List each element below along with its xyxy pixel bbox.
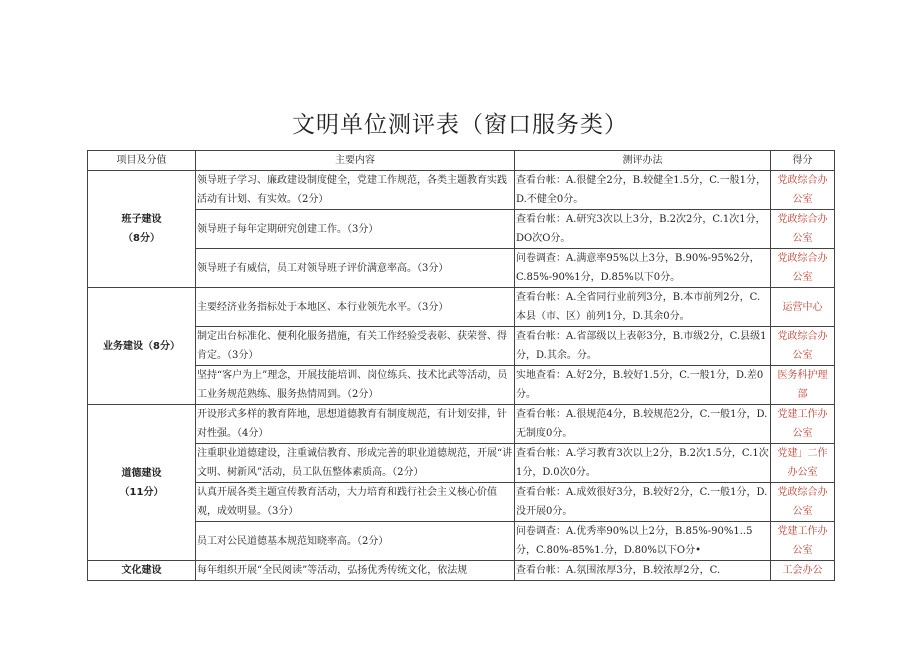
- page-title: 文明单位测评表（窗口服务类）: [292, 112, 628, 138]
- method-cell: 查看台帐：A.成效很好3分，B.较好2分，C.一般1分，D.没开展0分。: [515, 483, 771, 522]
- content-cell: 开设形式多样的教育阵地，思想道德教育有制度规范，有计划安排，针对性强。（4分）: [196, 405, 515, 444]
- score-text: 党政综合办公室: [777, 214, 828, 244]
- score-cell: [771, 561, 835, 581]
- score-cell: [771, 444, 835, 483]
- score-cell: [771, 288, 835, 327]
- score-text: 医务科护理部: [777, 370, 828, 400]
- score-text: 党建」二作办公室: [777, 448, 828, 478]
- score-cell: [771, 483, 835, 522]
- score-text: 党政综合办公室: [777, 487, 828, 517]
- method-cell: 问卷调查：A.优秀率90%以上2分，B.85%-90%1..5分，C.80%-85%1.分，D.80%以下O分•: [515, 522, 771, 561]
- table-row: [88, 366, 835, 405]
- score-text: 党建工作办公室: [777, 526, 828, 556]
- header-content: 主要内容: [196, 151, 515, 171]
- method-cell: 查看台帐：A.氛围浓厚3分，B.较浓厚2分，C.: [515, 561, 771, 581]
- score-cell: [771, 405, 835, 444]
- score-cell: [771, 366, 835, 405]
- method-cell: 查看台帐：A.学习教育3次以上2分，B.2次1.5分，C.1次1分，D.0次0分。: [515, 444, 771, 483]
- method-cell: 查看台帐：A.省部级以上表彰3分，B.市级2分，C.县级1分，D.其余。分。: [515, 327, 771, 366]
- method-cell: 查看台帐：A.研究3次以上3分，B.2次2分，C.1次1分，DO次O分。: [515, 210, 771, 249]
- content-cell: 领导班子每年定期研究创建工作。（3分）: [196, 210, 515, 249]
- content-cell: 员工对公民道德基本规范知晓率高。（2分）: [196, 522, 515, 561]
- group-name: 文化建设: [121, 565, 162, 576]
- score-text: 运营中心: [782, 301, 823, 313]
- score-text: 党政综合办公室: [777, 175, 828, 205]
- content-cell: 每年组织开展“全民阅读”等活动，弘扬优秀传统文化，依法规: [196, 561, 515, 581]
- table-row: [88, 483, 835, 522]
- table-row: [88, 210, 835, 249]
- content-cell: 认真开展各类主题宣传教育活动，大力培育和践行社会主义核心价值观，成效明显。（3分）: [196, 483, 515, 522]
- group-name: 业务建设（8分）: [103, 340, 180, 352]
- score-text: 工会办公: [782, 565, 823, 576]
- table-row: [88, 522, 835, 561]
- score-text: 党政综合办公室: [777, 331, 828, 361]
- content-cell: 坚持“客户为上”理念，开展技能培训、岗位练兵、技术比武等活动，员工业务规范熟练、服务热情周到。（2分）: [196, 366, 515, 405]
- group-cell-business: [88, 288, 196, 405]
- group-points: （11分）: [119, 486, 164, 498]
- table-row: [88, 327, 835, 366]
- content-cell: 制定出台标准化、便利化服务措施，有关工作经验受表彰、获荣誉、得肯定。（3分）: [196, 327, 515, 366]
- group-cell-culture: [88, 561, 196, 581]
- group-points: （8分）: [123, 233, 160, 244]
- table-row: [88, 288, 835, 327]
- table-row: [88, 561, 835, 581]
- header-method: 测评办法: [515, 151, 771, 171]
- score-text: 党建工作办公室: [777, 409, 828, 439]
- score-cell: [771, 171, 835, 210]
- table-row: [88, 171, 835, 210]
- content-cell: 注重职业道德建设，注重诚信教育、形成完善的职业道德规范，开展“讲文明、树新风”活动，员工队伍整体素质高。（2分）: [196, 444, 515, 483]
- header-score: 得分: [771, 151, 835, 171]
- group-cell-morality: [88, 405, 196, 561]
- table-row: [88, 444, 835, 483]
- method-cell: 查看台帐：A.很规范4分，B.较规范2分，C.一般1分，D.无制度0分。: [515, 405, 771, 444]
- content-cell: 领导班子学习、廉政建设制度健全，党建工作规范，各类主题教育实践活动有计划、有实效。（2分）: [196, 171, 515, 210]
- evaluation-table: [87, 150, 835, 581]
- score-cell: [771, 249, 835, 288]
- score-cell: [771, 210, 835, 249]
- method-cell: 查看台帐：A.很健全2分，B.较健全1.5分，C.一般1分，D.不健全0分。: [515, 171, 771, 210]
- method-cell: 实地查看：A.好2分，B.较好1.5分，C.一般1分，D.差0分。: [515, 366, 771, 405]
- group-cell-leadership: [88, 171, 196, 288]
- table-row: [88, 405, 835, 444]
- table-row: [88, 249, 835, 288]
- score-text: 党政综合办公室: [777, 253, 828, 283]
- group-name: 道德建设: [121, 467, 162, 479]
- header-item: 项目及分值: [88, 151, 196, 171]
- table-header-row: [88, 151, 835, 171]
- content-cell: 主要经济业务指标处于本地区、本行业领先水平。（3分）: [196, 288, 515, 327]
- method-cell: 查看台帐：A.全省同行业前列3分，B.本市前列2分，C.本县（市、区）前列1分，D.其余0分。: [515, 288, 771, 327]
- method-cell: 问卷调查：A.满意率95%以上3分，B.90%-95%2分，C.85%-90%1分，D.85%以下0分。: [515, 249, 771, 288]
- group-name: 班子建设: [121, 214, 162, 225]
- score-cell: [771, 327, 835, 366]
- content-cell: 领导班子有威信，员工对领导班子评价满意率高。（3分）: [196, 249, 515, 288]
- score-cell: [771, 522, 835, 561]
